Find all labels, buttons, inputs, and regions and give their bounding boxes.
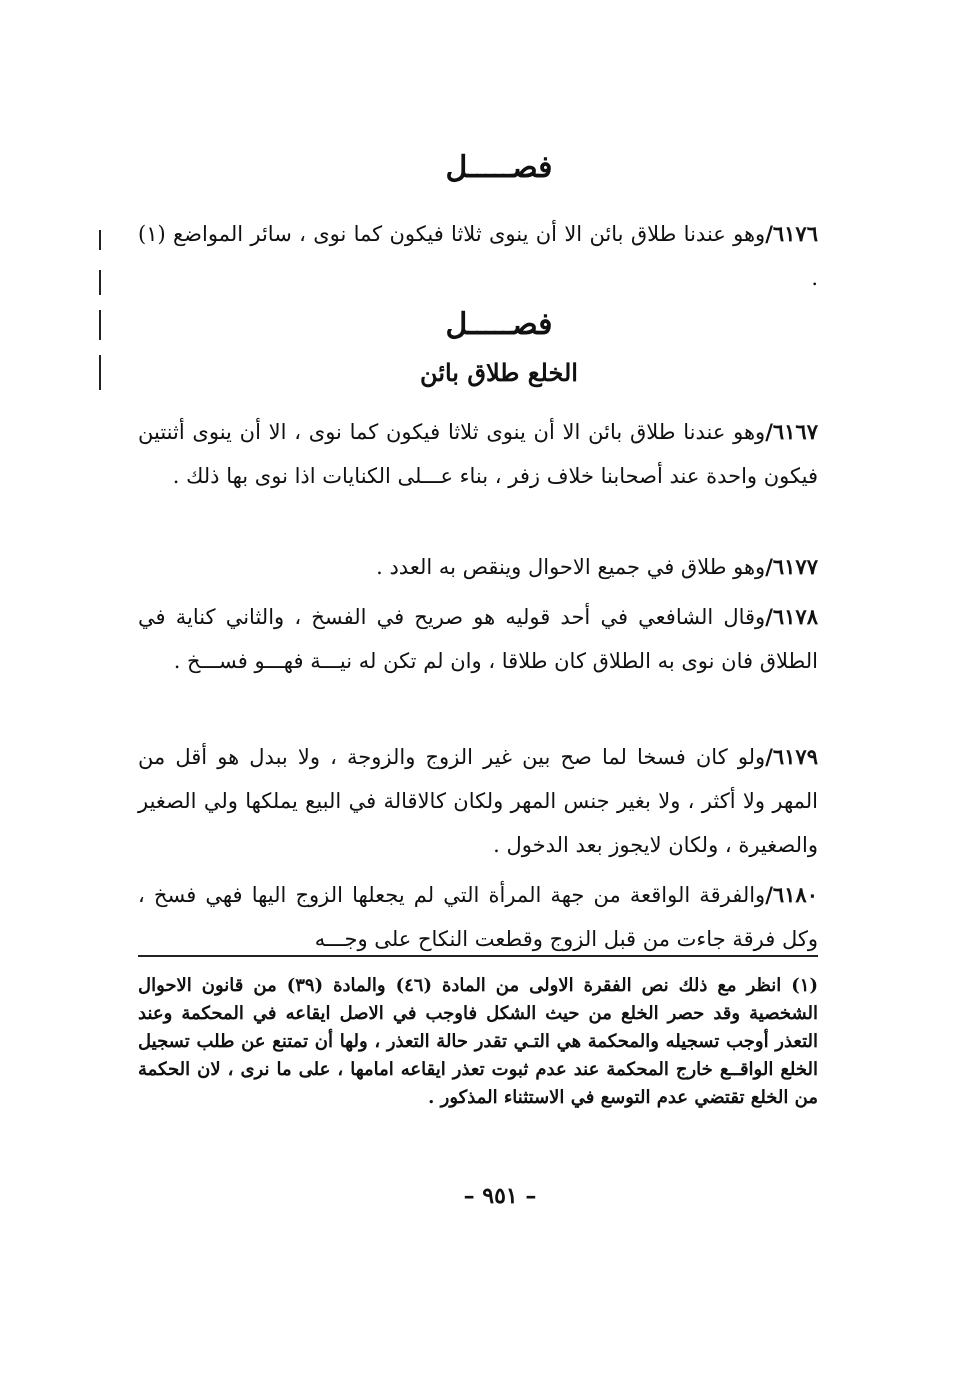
margin-mark [99,230,101,250]
paragraph-number: ٦١٧٨/ [765,604,818,629]
footnote: (١) انظر مع ذلك نص الفقرة الاولى من المادة (٤٦) والمادة (٣٩) من قانون الاحوال الشخصية وقد حصر الخلع من حيث الشكل فاوجب في الاصل ايقاعه في المحكمة وعند التعذر أوجب تسجيله والمحكمة هي التـي تقدر حالة التعذر ، ولها أن تمتنع عن طلب تسجيل الخلع الواقــع خارج المحكمة عند عدم ثبوت تعذر ايقاعه امامها ، على ما نرى ، لان الحكمة من الخلع تقتضي عدم التوسع في الاستثناء المذكور . [138,975,818,1108]
paragraph-number: ٦١٨٠/ [765,882,818,907]
footnote-divider [138,955,818,957]
paragraph-text: وهو عندنا طلاق بائن الا أن ينوى ثلاثا فيكون كما نوى ، الا أن ينوى أثنتين فيكون واحدة عند أصحابنا خلاف زفر ، بناء عـــلى الكنايات اذا نوى بها ذلك . [138,420,818,488]
paragraph-6177 [138,545,818,589]
paragraph-text: والفرقة الواقعة من جهة المرأة التي لم يجعلها الزوج اليها فهي فسخ ، وكل فرقة جاءت من قبل الزوج وقطعت النكاح على وجـــه [138,883,818,951]
section-heading: فصـــــل [445,150,553,185]
section-subheading: الخلع طلاق بائن [420,358,578,387]
paragraph-6167 [138,410,818,498]
paragraph-text: وهو طلاق في جميع الاحوال وينقص به العدد . [376,555,766,579]
paragraph-number: ٦١٧٧/ [765,554,818,579]
paragraph-6180 [138,873,818,961]
paragraph-text: ولو كان فسخا لما صح بين غير الزوج والزوجة ، ولا ببدل هو أقل من المهر ولا أكثر ، ولا بغير جنس المهر ولكان كالاقالة في البيع يملكها ولي الصغير والصغيرة ، ولكان لايجوز بعد الدخول . [138,745,818,857]
paragraph-number: ٦١٦٧/ [765,419,818,444]
paragraph-6176 [138,212,818,300]
paragraph-number: ٦١٧٦/ [765,221,818,246]
section-heading: فصـــــل [445,307,553,342]
paragraph-6178 [138,595,818,683]
paragraph-text: وهو عندنا طلاق بائن الا أن ينوى ثلاثا فيكون كما نوى ، سائر المواضع (١) . [138,222,818,290]
paragraph-number: ٦١٧٩/ [765,744,818,769]
page-number: – ٩٥١ – [463,1183,537,1209]
paragraph-text: وقال الشافعي في أحد قوليه هو صريح في الفسخ ، والثاني كناية في الطلاق فان نوى به الطلاق كان طلاقا ، وان لم تكن له نيـــة فهـــو فســـخ . [138,605,818,673]
paragraph-6179 [138,735,818,867]
margin-mark [99,270,101,295]
